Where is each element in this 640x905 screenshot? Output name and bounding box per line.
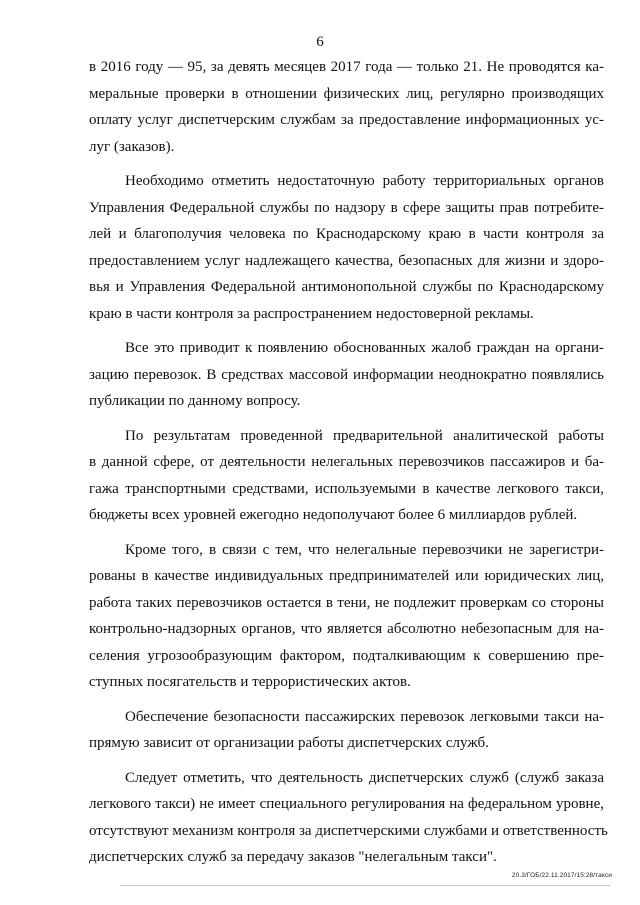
paragraph-3 — [89, 335, 604, 415]
paragraph-line: луг (заказов). — [89, 138, 175, 155]
paragraph-line: отсутствуют механизм контроля за диспетчерскими службами и ответственность — [89, 822, 608, 839]
paragraph-line: краю в части контроля за распространением недостоверной рекламы. — [89, 305, 534, 322]
paragraph-line: бюджеты всех уровней ежегодно недополучают более 6 миллиардов рублей. — [89, 507, 578, 523]
paragraph-line: в 2016 году — 95, за девять месяцев 2017 года — только 21. Не проводятся ка- — [89, 59, 604, 75]
paragraph-line: меральные проверки в отношении физических лиц, регулярно производящих — [89, 85, 604, 102]
paragraph-line: работа таких перевозчиков остается в тени, не подлежит проверкам со стороны — [89, 594, 604, 611]
footer-document-code: 20.3/ГОБ/22.11.2017/15:28/такси — [511, 872, 612, 879]
paragraph-line: лей и благополучия человека по Краснодарскому краю в части контроля за — [89, 226, 604, 242]
paragraph-5 — [89, 537, 604, 696]
paragraph-line: Все это приводит к появлению обоснованных жалоб граждан на органи- — [125, 340, 604, 356]
body-text — [89, 54, 608, 879]
paragraph-line: селения угрозообразующим фактором, подталкивающим к совершению пре- — [89, 647, 604, 664]
footer-divider — [120, 885, 610, 886]
paragraph-line: диспетчерских служб за передачу заказов "нелегальным такси". — [89, 849, 497, 865]
paragraph-line: в данной сфере, от деятельности нелегальных перевозчиков пассажиров и ба- — [89, 454, 604, 470]
paragraph-line: По результатам проведенной предварительной аналитической работы — [125, 427, 604, 444]
paragraph-2 — [89, 168, 604, 327]
paragraph-line: ступных посягательств и террористических актов. — [89, 674, 411, 690]
paragraph-line: зацию перевозок. В средствах массовой информации неоднократно появлялись — [89, 366, 604, 383]
page-number: 6 — [316, 34, 324, 50]
paragraph-line: предоставлением услуг надлежащего качества, безопасных для жизни и здоро- — [89, 252, 604, 269]
paragraph-line: Необходимо отметить недостаточную работу территориальных органов — [125, 173, 604, 189]
paragraph-line: оплату услуг диспетчерским службам за предоставление информационных ус- — [89, 112, 604, 128]
paragraph-7 — [89, 765, 608, 871]
paragraph-line: вья и Управления Федеральной антимонопольной службы по Краснодарскому — [89, 279, 604, 295]
paragraph-line: легкового такси) не имеет специального регулирования на федеральном уровне, — [89, 796, 604, 812]
paragraph-line: рованы в качестве индивидуальных предпринимателей или юридических лиц, — [89, 568, 604, 584]
paragraph-line: контрольно-надзорных органов, что является абсолютно небезопасным для на- — [89, 621, 604, 637]
paragraph-line: Следует отметить, что деятельность диспетчерских служб (служб заказа — [125, 769, 604, 786]
paragraph-line: Кроме того, в связи с тем, что нелегальные перевозчики не зарегистри- — [125, 541, 604, 558]
paragraph-1 — [89, 54, 604, 160]
paragraph-line: Обеспечение безопасности пассажирских перевозок легковыми такси на- — [125, 708, 604, 725]
paragraph-line: прямую зависит от организации работы диспетчерских служб. — [89, 735, 489, 751]
paragraph-line: Управления Федеральной службы по надзору в сфере защиты прав потребите- — [89, 199, 604, 216]
paragraph-4 — [89, 423, 604, 529]
paragraph-line: гажа транспортными средствами, используемыми в качестве легкового такси, — [89, 480, 604, 497]
paragraph-6 — [89, 704, 604, 757]
paragraph-line: публикации по данному вопросу. — [89, 393, 301, 409]
